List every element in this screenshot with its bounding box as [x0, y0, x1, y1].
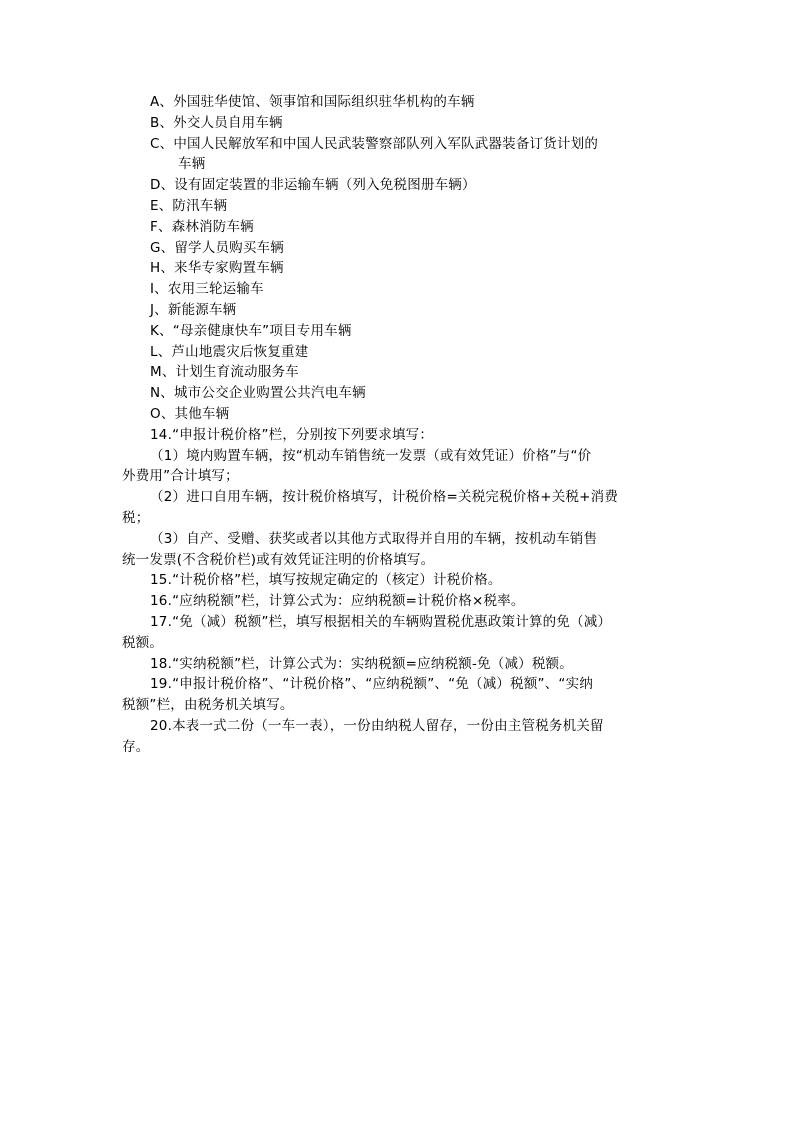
paragraph-14-2-continuation: 税；	[122, 509, 150, 526]
list-item-e: E、防汛车辆	[150, 197, 228, 214]
list-item-f: F、森林消防车辆	[150, 218, 254, 235]
list-item-b: B、外交人员自用车辆	[150, 114, 283, 131]
paragraph-20: 20.本表一式二份（一车一表），一份由纳税人留存，一份由主管税务机关留	[150, 717, 604, 734]
paragraph-19: 19.“申报计税价格”、“计税价格”、“应纳税额”、“免（减）税额”、“实纳	[150, 676, 594, 693]
paragraph-16: 16.“应纳税额”栏，计算公式为：应纳税额=计税价格×税率。	[150, 593, 525, 610]
paragraph-19-continuation: 税额”栏，由税务机关填写。	[122, 697, 294, 714]
list-item-n: N、城市公交企业购置公共汽电车辆	[150, 385, 366, 402]
list-item-c-continuation: 车辆	[178, 156, 206, 173]
document-body	[122, 92, 678, 758]
list-item-a: A、外国驻华使馆、领事馆和国际组织驻华机构的车辆	[150, 94, 475, 110]
paragraph-18: 18.“实纳税额”栏，计算公式为：实纳税额=应纳税额-免（减）税额。	[150, 655, 573, 672]
paragraph-14: 14.“申报计税价格”栏，分别按下列要求填写：	[150, 426, 434, 443]
paragraph-17: 17.“免（减）税额”栏，填写根据相关的车辆购置税优惠政策计算的免（减）	[150, 613, 612, 630]
list-item-o: O、其他车辆	[150, 405, 230, 422]
paragraph-14-2: （2）进口自用车辆，按计税价格填写，计税价格=关税完税价格+关税+消费	[150, 489, 619, 506]
paragraph-20-continuation: 存。	[122, 738, 150, 755]
list-item-m: M、计划生育流动服务车	[150, 364, 299, 381]
list-item-l: L、芦山地震灾后恢复重建	[150, 343, 309, 360]
list-item-k: K、“母亲健康快车”项目专用车辆	[150, 322, 352, 339]
list-item-c: C、中国人民解放军和中国人民武装警察部队列入军队武器装备订货计划的	[150, 135, 599, 152]
paragraph-17-continuation: 税额。	[122, 634, 164, 651]
list-item-d: D、设有固定装置的非运输车辆（列入免税图册车辆）	[150, 177, 476, 194]
list-item-i: I、农用三轮运输车	[150, 281, 264, 298]
paragraph-14-1-continuation: 外费用”合计填写；	[122, 468, 239, 485]
list-item-g: G、留学人员购买车辆	[150, 239, 284, 256]
list-item-h: H、来华专家购置车辆	[150, 260, 284, 277]
list-item-j: J、新能源车辆	[150, 301, 237, 318]
paragraph-14-3: （3）自产、受赠、获奖或者以其他方式取得并自用的车辆，按机动车销售	[150, 530, 598, 547]
paragraph-15: 15.“计税价格”栏，填写按规定确定的（核定）计税价格。	[150, 572, 502, 589]
paragraph-14-3-continuation: 统一发票(不含税价栏)或有效凭证注明的价格填写。	[122, 551, 435, 568]
paragraph-14-1: （1）境内购置车辆，按“机动车销售统一发票（或有效凭证）价格”与“价	[150, 447, 592, 464]
